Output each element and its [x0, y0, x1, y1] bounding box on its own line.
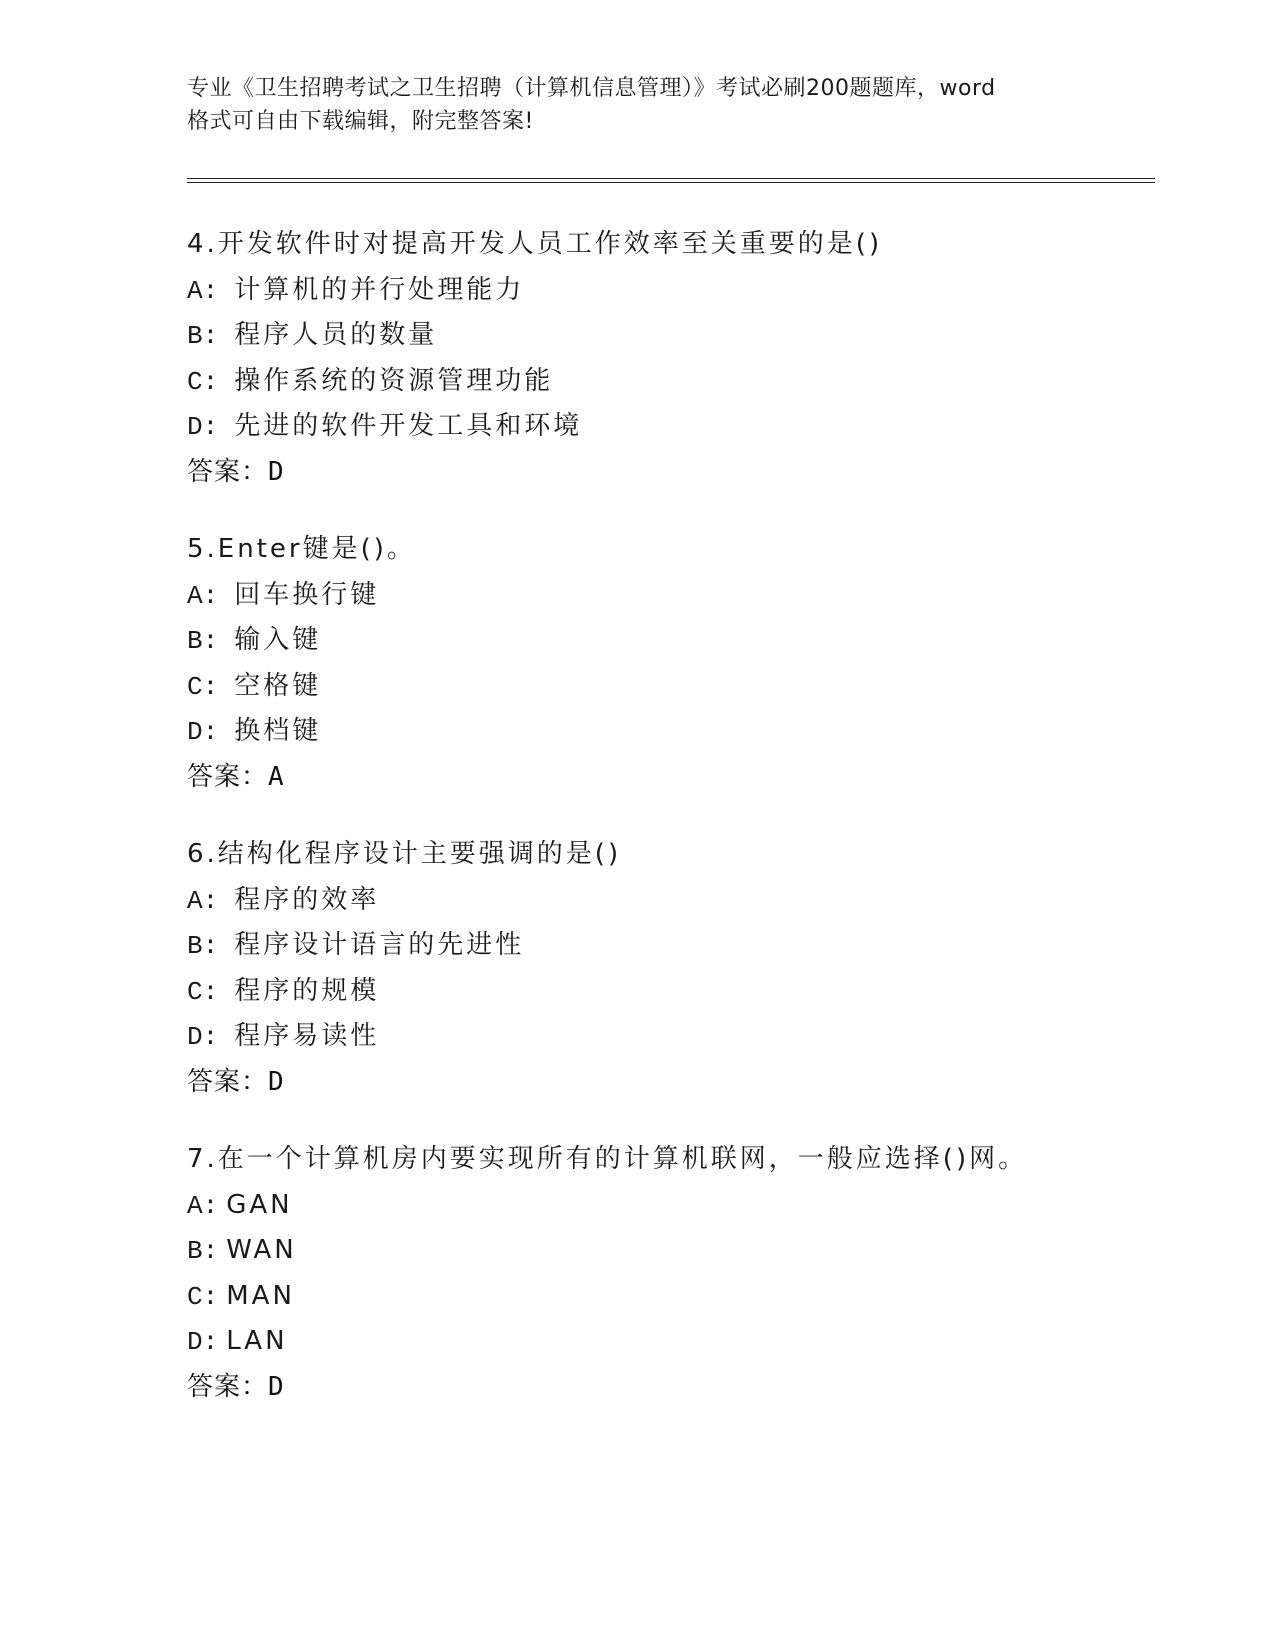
question-block — [187, 832, 1147, 1105]
question-stem: 4.开发软件时对提高开发人员工作效率至关重要的是() — [187, 229, 883, 259]
option-c — [187, 664, 1147, 710]
option-a — [187, 878, 1147, 924]
option-d — [187, 1319, 1147, 1365]
option-text: 换档键 — [234, 716, 322, 746]
option-c — [187, 1274, 1147, 1320]
option-text: 空格键 — [234, 670, 322, 701]
option-letter: B: — [187, 1236, 219, 1266]
answer-line — [187, 755, 1147, 801]
option-a — [187, 268, 1147, 314]
option-letter: D: — [187, 1327, 219, 1357]
option-c — [187, 359, 1147, 405]
option-letter: A: — [187, 885, 219, 916]
question-block — [187, 1137, 1147, 1410]
option-text: 计算机的并行处理能力 — [234, 274, 525, 305]
option-letter: A: — [187, 580, 219, 611]
option-text: 程序人员的数量 — [234, 320, 438, 350]
option-b — [187, 1228, 1147, 1274]
answer-label: 答案： — [187, 1371, 269, 1402]
document-header — [187, 72, 1087, 138]
answer-value: D — [268, 1371, 285, 1402]
option-text: 程序的效率 — [234, 884, 380, 915]
option-letter: A: — [187, 1190, 219, 1221]
option-letter: D: — [187, 717, 219, 747]
option-a — [187, 1183, 1147, 1229]
option-text: 程序设计语言的先进性 — [234, 930, 525, 960]
option-letter: C: — [187, 366, 219, 397]
option-letter: C: — [187, 976, 219, 1007]
answer-line — [187, 1365, 1147, 1411]
option-letter: A: — [187, 275, 219, 306]
answer-value: D — [268, 1066, 285, 1097]
option-text: 先进的软件开发工具和环境 — [234, 411, 583, 441]
option-b — [187, 313, 1147, 359]
answer-label: 答案： — [187, 1066, 269, 1097]
option-letter: B: — [187, 626, 219, 656]
option-c — [187, 969, 1147, 1015]
option-text: 回车换行键 — [234, 579, 380, 610]
question-block — [187, 222, 1147, 495]
option-d — [187, 1014, 1147, 1060]
option-text: 程序易读性 — [234, 1021, 380, 1051]
option-letter: B: — [187, 931, 219, 961]
question-stem: 7.在一个计算机房内要实现所有的计算机联网，一般应选择()网。 — [187, 1144, 1028, 1174]
answer-value: D — [268, 456, 285, 487]
option-text: GAN — [226, 1189, 293, 1220]
answer-value: A — [268, 761, 285, 792]
question-stem: 5.Enter键是()。 — [187, 534, 416, 564]
option-b — [187, 923, 1147, 969]
option-a — [187, 573, 1147, 619]
answer-line — [187, 450, 1147, 496]
option-d — [187, 404, 1147, 450]
answer-label: 答案： — [187, 761, 269, 792]
answer-label: 答案： — [187, 456, 269, 487]
option-text: 操作系统的资源管理功能 — [234, 365, 554, 396]
option-d — [187, 709, 1147, 755]
question-block — [187, 527, 1147, 800]
option-letter: D: — [187, 1022, 219, 1052]
option-text: 程序的规模 — [234, 975, 380, 1006]
header-divider — [187, 178, 1155, 183]
option-text: WAN — [226, 1235, 297, 1265]
option-letter: C: — [187, 671, 219, 702]
option-text: LAN — [226, 1326, 288, 1356]
question-stem: 6.结构化程序设计主要强调的是() — [187, 839, 622, 869]
header-line-1: 专业《卫生招聘考试之卫生招聘（计算机信息管理）》考试必刷200题题库，word — [187, 76, 996, 101]
option-letter: D: — [187, 412, 219, 442]
option-text: 输入键 — [234, 625, 322, 655]
option-letter: B: — [187, 321, 219, 351]
answer-line — [187, 1060, 1147, 1106]
header-line-2: 格式可自由下载编辑，附完整答案! — [187, 109, 534, 134]
option-text: MAN — [226, 1280, 295, 1311]
option-letter: C: — [187, 1281, 219, 1312]
option-b — [187, 618, 1147, 664]
